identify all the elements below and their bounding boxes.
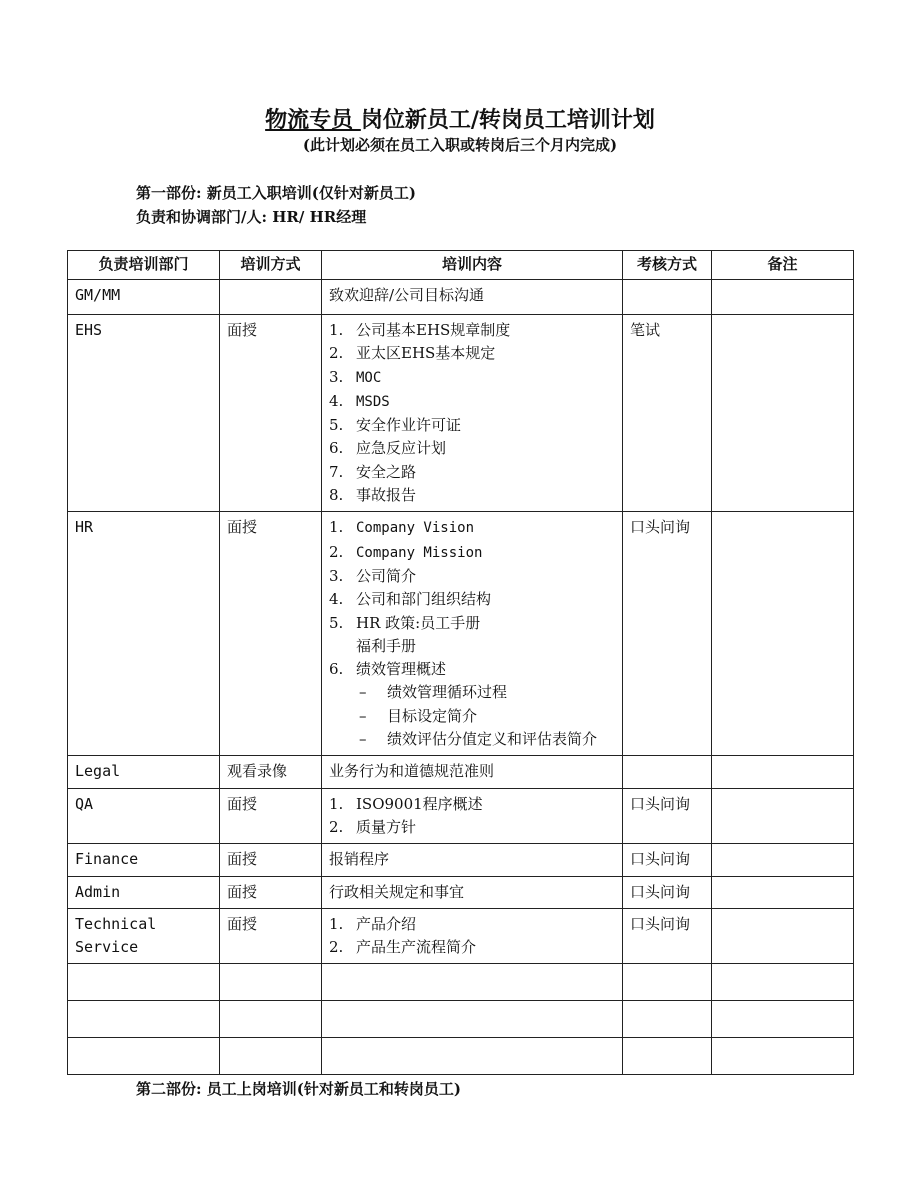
list-item bbox=[329, 437, 615, 460]
content-list bbox=[329, 913, 615, 960]
item-text: 安全之路 bbox=[356, 462, 417, 481]
item-number: 5. bbox=[329, 613, 344, 632]
empty-cell bbox=[220, 1038, 322, 1075]
list-item-continuation: 福利手册 bbox=[356, 636, 417, 655]
item-text: 应急反应计划 bbox=[356, 439, 447, 458]
table-row bbox=[68, 908, 854, 964]
cell-note bbox=[712, 315, 854, 512]
list-item bbox=[329, 390, 615, 414]
item-number: 2. bbox=[329, 938, 344, 957]
sub-item-text: 目标设定简介 bbox=[387, 706, 478, 725]
item-number: 6. bbox=[329, 660, 344, 679]
dash-bullet: – bbox=[359, 730, 367, 749]
item-text: 公司简介 bbox=[356, 566, 417, 585]
cell-dept: Technical Service bbox=[68, 908, 220, 964]
sub-list bbox=[329, 681, 615, 751]
empty-cell bbox=[68, 1001, 220, 1038]
empty-cell bbox=[322, 1038, 623, 1075]
list-item bbox=[329, 516, 615, 540]
dash-bullet: – bbox=[359, 706, 367, 725]
list-item bbox=[329, 793, 615, 816]
header-method: 培训方式 bbox=[220, 251, 322, 280]
list-item bbox=[329, 484, 615, 507]
cell-note bbox=[712, 788, 854, 844]
title-plan: 岗位新员工/转岗员工培训计划 bbox=[360, 107, 655, 133]
list-item bbox=[329, 541, 615, 565]
cell-dept: Finance bbox=[68, 844, 220, 876]
cell-method: 面授 bbox=[220, 788, 322, 844]
item-text: HR 政策:员工手册 bbox=[356, 613, 481, 632]
cell-assess: 口头问询 bbox=[623, 512, 712, 756]
table-row bbox=[68, 756, 854, 788]
cell-method: 面授 bbox=[220, 844, 322, 876]
cell-dept: QA bbox=[68, 788, 220, 844]
cell-note bbox=[712, 280, 854, 315]
item-text: 绩效管理概述 bbox=[356, 660, 447, 679]
item-number: 5. bbox=[329, 416, 344, 435]
empty-cell bbox=[623, 964, 712, 1001]
list-item bbox=[329, 565, 615, 588]
cell-dept: GM/MM bbox=[68, 280, 220, 315]
list-item bbox=[329, 612, 615, 635]
cell-note bbox=[712, 844, 854, 876]
sub-list-item bbox=[329, 705, 615, 728]
empty-row bbox=[68, 1001, 854, 1038]
sub-list-item bbox=[329, 728, 615, 751]
empty-row bbox=[68, 964, 854, 1001]
cell-dept: HR bbox=[68, 512, 220, 756]
cell-assess: 口头问询 bbox=[623, 788, 712, 844]
header-assess: 考核方式 bbox=[623, 251, 712, 280]
empty-row bbox=[68, 1038, 854, 1075]
cell-method: 面授 bbox=[220, 512, 322, 756]
item-text: 产品生产流程简介 bbox=[356, 938, 477, 957]
item-text: MSDS bbox=[356, 393, 390, 410]
cell-content bbox=[322, 788, 623, 844]
table-row bbox=[68, 844, 854, 876]
sub-item-text: 绩效管理循环过程 bbox=[387, 683, 508, 702]
dash-bullet: – bbox=[359, 683, 367, 702]
sub-item-text: 绩效评估分值定义和评估表简介 bbox=[387, 730, 598, 749]
item-number: 2. bbox=[329, 344, 344, 363]
item-number: 1. bbox=[329, 518, 344, 537]
cell-dept: Legal bbox=[68, 756, 220, 788]
document-title bbox=[0, 103, 920, 134]
item-number: 8. bbox=[329, 486, 344, 505]
item-text: 公司和部门组织结构 bbox=[356, 590, 492, 609]
document-subtitle: (此计划必须在员工入职或转岗后三个月内完成) bbox=[302, 136, 618, 154]
cell-assess bbox=[623, 756, 712, 788]
content-list bbox=[329, 319, 615, 507]
cell-content: 行政相关规定和事宜 bbox=[322, 876, 623, 908]
cell-dept: EHS bbox=[68, 315, 220, 512]
empty-cell bbox=[322, 1001, 623, 1038]
empty-cell bbox=[220, 1001, 322, 1038]
header-dept: 负责培训部门 bbox=[68, 251, 220, 280]
cell-note bbox=[712, 908, 854, 964]
cell-content bbox=[322, 908, 623, 964]
empty-cell bbox=[322, 964, 623, 1001]
header-note: 备注 bbox=[712, 251, 854, 280]
item-number: 7. bbox=[329, 462, 344, 481]
cell-note bbox=[712, 512, 854, 756]
cell-content bbox=[322, 512, 623, 756]
item-text: MOC bbox=[356, 369, 382, 386]
item-text: 公司基本EHS规章制度 bbox=[356, 321, 511, 339]
item-text: 质量方针 bbox=[356, 817, 417, 836]
list-item bbox=[329, 658, 615, 681]
item-number: 1. bbox=[329, 321, 344, 339]
cell-content: 报销程序 bbox=[322, 844, 623, 876]
list-item bbox=[329, 366, 615, 390]
cell-assess: 口头问询 bbox=[623, 908, 712, 964]
list-item bbox=[329, 319, 615, 342]
item-number: 4. bbox=[329, 590, 344, 609]
table-row bbox=[68, 512, 854, 756]
list-item bbox=[329, 936, 615, 959]
cell-content: 致欢迎辞/公司目标沟通 bbox=[322, 280, 623, 315]
cell-method: 观看录像 bbox=[220, 756, 322, 788]
training-table bbox=[67, 250, 854, 1075]
item-text: ISO9001程序概述 bbox=[356, 794, 483, 813]
cell-content bbox=[322, 315, 623, 512]
item-text: 安全作业许可证 bbox=[356, 416, 462, 435]
empty-cell bbox=[68, 964, 220, 1001]
item-number: 1. bbox=[329, 914, 344, 933]
cell-note bbox=[712, 876, 854, 908]
empty-cell bbox=[220, 964, 322, 1001]
item-number: 2. bbox=[329, 542, 344, 561]
item-text: Company Vision bbox=[356, 520, 475, 537]
list-item bbox=[329, 342, 615, 365]
list-item bbox=[329, 816, 615, 839]
cell-method bbox=[220, 280, 322, 315]
content-list bbox=[329, 516, 615, 681]
item-text: 事故报告 bbox=[356, 486, 417, 505]
item-number: 3. bbox=[329, 566, 344, 585]
item-number: 4. bbox=[329, 391, 344, 410]
cell-content: 业务行为和道德规范准则 bbox=[322, 756, 623, 788]
list-item bbox=[329, 461, 615, 484]
content-list bbox=[329, 793, 615, 840]
cell-assess bbox=[623, 280, 712, 315]
table-header-row bbox=[68, 251, 854, 280]
table-row bbox=[68, 788, 854, 844]
empty-cell bbox=[623, 1038, 712, 1075]
cell-method: 面授 bbox=[220, 908, 322, 964]
cell-assess: 笔试 bbox=[623, 315, 712, 512]
list-item bbox=[329, 588, 615, 611]
cell-assess: 口头问询 bbox=[623, 876, 712, 908]
section-1-responsible: 负责和协调部门/人: HR/ HR经理 bbox=[136, 208, 367, 226]
table-row bbox=[68, 280, 854, 315]
table-row bbox=[68, 876, 854, 908]
cell-assess: 口头问询 bbox=[623, 844, 712, 876]
empty-cell bbox=[712, 1001, 854, 1038]
item-number: 1. bbox=[329, 794, 344, 813]
empty-cell bbox=[623, 1001, 712, 1038]
item-text: 亚太区EHS基本规定 bbox=[356, 344, 496, 363]
cell-note bbox=[712, 756, 854, 788]
item-number: 3. bbox=[329, 367, 344, 386]
list-item bbox=[329, 414, 615, 437]
section-2-heading: 第二部份: 员工上岗培训(针对新员工和转岗员工) bbox=[136, 1080, 461, 1098]
empty-cell bbox=[712, 1038, 854, 1075]
item-text: 产品介绍 bbox=[356, 914, 417, 933]
title-role: 物流专员 bbox=[265, 107, 361, 133]
item-text: Company Mission bbox=[356, 544, 483, 561]
cell-method: 面授 bbox=[220, 876, 322, 908]
table-row bbox=[68, 315, 854, 512]
empty-cell bbox=[712, 964, 854, 1001]
item-number: 2. bbox=[329, 817, 344, 836]
header-content: 培训内容 bbox=[322, 251, 623, 280]
list-item bbox=[329, 913, 615, 936]
item-number: 6. bbox=[329, 439, 344, 458]
cell-method: 面授 bbox=[220, 315, 322, 512]
empty-cell bbox=[68, 1038, 220, 1075]
sub-list-item bbox=[329, 681, 615, 704]
section-1-heading: 第一部份: 新员工入职培训(仅针对新员工) bbox=[136, 184, 416, 202]
cell-dept: Admin bbox=[68, 876, 220, 908]
